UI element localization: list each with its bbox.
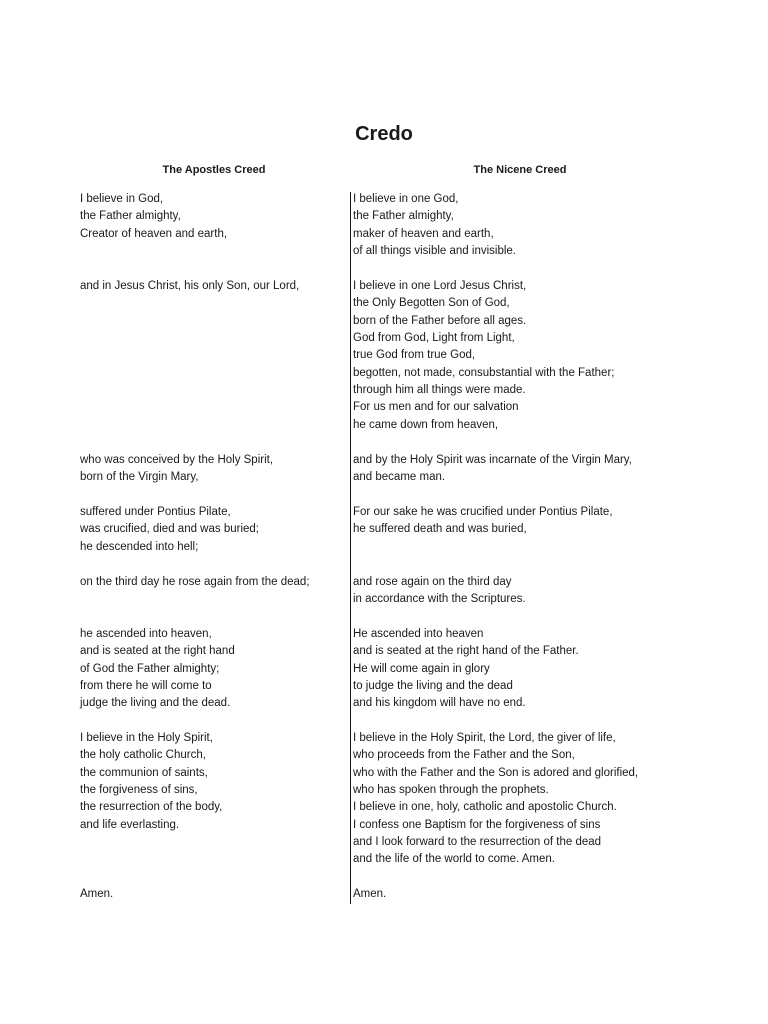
apostles-section-3 [80,452,273,487]
nicene-line: and the life of the world to come. Amen. [353,853,556,866]
nicene-line: and rose again on the third day [353,576,512,588]
nicene-line: true God from true God, [353,349,476,362]
apostles-line: and life everlasting. [80,818,180,831]
apostles-line: the communion of saints, [80,766,208,779]
nicene-line: the Father almighty, [353,210,454,223]
nicene-section-4 [353,504,613,539]
nicene-section-8 [353,886,386,903]
nicene-line: and I look forward to the resurrection of the dead [353,836,602,849]
apostles-section-6 [80,626,235,713]
apostles-section-4 [80,504,259,556]
nicene-line: For our sake he was crucified under Pontius Pilate, [353,506,613,518]
nicene-line: and became man. [353,471,446,484]
nicene-line: and by the Holy Spirit was incarnate of the Virgin Mary, [353,454,632,466]
nicene-line: For us men and for our salvation [353,401,519,414]
nicene-line: who with the Father and the Son is adored and glorified, [353,766,639,779]
nicene-line: through him all things were made. [353,384,526,397]
nicene-line: he suffered death and was buried, [353,523,527,536]
nicene-line: I believe in one God, [353,193,459,205]
apostles-line: who was conceived by the Holy Spirit, [80,454,274,466]
nicene-line: of all things visible and invisible. [353,245,517,258]
nicene-line: I believe in one, holy, catholic and apostolic Church. [353,801,617,814]
apostles-line: he descended into hell; [80,540,199,553]
apostles-line: judge the living and the dead. [80,697,231,710]
apostles-line: on the third day he rose again from the dead; [80,576,310,588]
apostles-section-2 [80,278,299,295]
apostles-line: Creator of heaven and earth, [80,227,228,240]
apostles-line: and is seated at the right hand [80,645,235,658]
apostles-section-1 [80,191,227,243]
nicene-line: I believe in one Lord Jesus Christ, [353,280,527,292]
nicene-line: He will come again in glory [353,662,490,675]
nicene-line: God from God, Light from Light, [353,332,515,345]
nicene-line: begotten, not made, consubstantial with the Father; [353,366,615,379]
apostles-line: suffered under Pontius Pilate, [80,506,231,518]
apostles-line: and in Jesus Christ, his only Son, our Lord, [80,280,300,292]
nicene-section-6 [353,626,579,713]
nicene-section-5 [353,574,526,609]
nicene-line: who proceeds from the Father and the Son, [353,749,575,762]
nicene-section-3 [353,452,632,487]
apostles-line: he ascended into heaven, [80,628,212,640]
apostles-creed-heading: The Apostles Creed [162,164,266,176]
apostles-line: I believe in God, [80,193,164,205]
nicene-line: Amen. [353,888,387,900]
nicene-line: He ascended into heaven [353,628,484,640]
apostles-section-8 [80,886,113,903]
nicene-line: to judge the living and the dead [353,680,513,693]
nicene-creed-heading: The Nicene Creed [473,164,567,176]
apostles-line: was crucified, died and was buried; [80,523,259,536]
nicene-section-2 [353,278,614,434]
apostles-line: Amen. [80,888,114,900]
nicene-line: I confess one Baptism for the forgiveness of sins [353,818,601,831]
apostles-line: born of the Virgin Mary, [80,471,199,484]
apostles-line: the Father almighty, [80,210,181,223]
apostles-line: the resurrection of the body, [80,801,223,814]
apostles-line: the forgiveness of sins, [80,784,198,797]
nicene-line: in accordance with the Scriptures. [353,593,526,606]
nicene-line: who has spoken through the prophets. [353,784,549,797]
apostles-section-7 [80,730,222,834]
apostles-line: from there he will come to [80,680,212,693]
apostles-section-5 [80,574,310,591]
nicene-line: the Only Begotten Son of God, [353,297,510,310]
nicene-line: and his kingdom will have no end. [353,697,526,710]
apostles-line: I believe in the Holy Spirit, [80,732,213,744]
nicene-section-1 [353,191,516,260]
page-title: Credo [355,123,413,145]
nicene-line: maker of heaven and earth, [353,227,494,240]
nicene-line: I believe in the Holy Spirit, the Lord, the giver of life, [353,732,616,744]
nicene-line: he came down from heaven, [353,418,499,431]
apostles-line: the holy catholic Church, [80,749,206,762]
apostles-line: of God the Father almighty; [80,662,220,675]
nicene-section-7 [353,730,638,869]
nicene-line: born of the Father before all ages. [353,314,527,327]
nicene-line: and is seated at the right hand of the Father. [353,645,579,658]
column-divider [350,192,351,904]
